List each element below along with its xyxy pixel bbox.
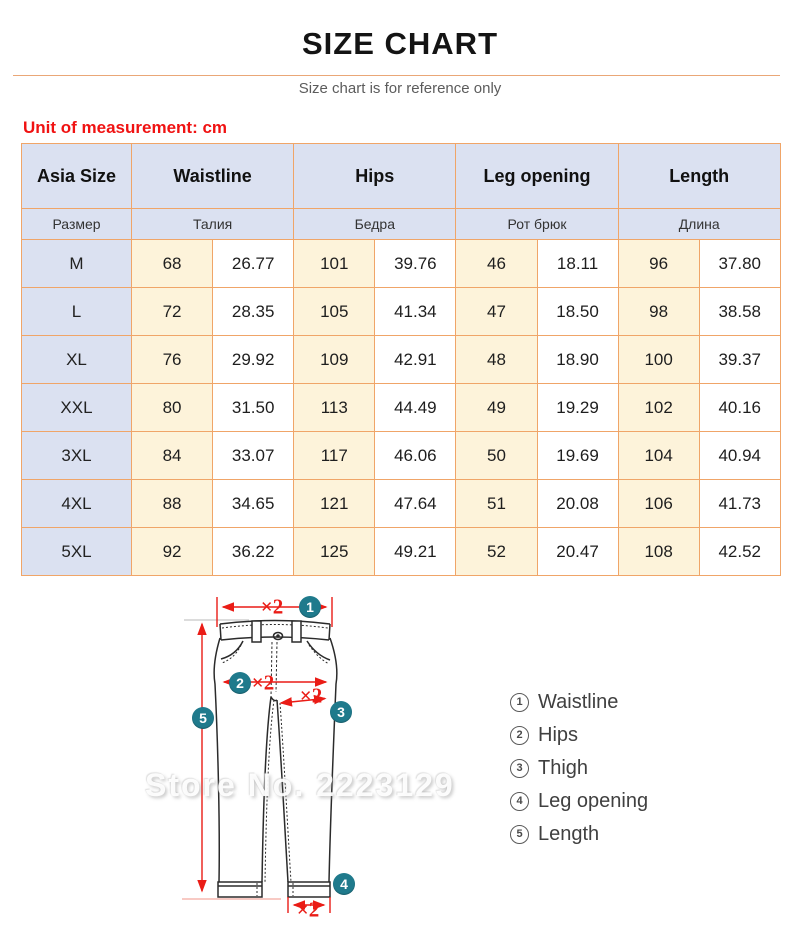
legend-item <box>510 686 648 719</box>
cm-value-cell: 72 <box>132 288 213 336</box>
inch-value-cell: 29.92 <box>213 336 294 384</box>
inch-value-cell: 46.06 <box>375 432 456 480</box>
size-cell: L <box>22 288 132 336</box>
cm-value-cell: 88 <box>132 480 213 528</box>
cm-value-cell: 102 <box>618 384 699 432</box>
marker-length-badge: 5 <box>192 707 214 729</box>
cm-value-cell: 109 <box>294 336 375 384</box>
marker-leg-opening-badge: 4 <box>333 873 355 895</box>
measurement-arrows <box>202 594 332 913</box>
cm-value-cell: 104 <box>618 432 699 480</box>
cm-value-cell: 80 <box>132 384 213 432</box>
cm-value-cell: 98 <box>618 288 699 336</box>
store-watermark: Store No. 2223129 <box>145 767 455 803</box>
title-divider <box>13 75 780 76</box>
inch-value-cell: 26.77 <box>213 240 294 288</box>
cm-value-cell: 48 <box>456 336 537 384</box>
cm-value-cell: 105 <box>294 288 375 336</box>
inch-value-cell: 19.29 <box>537 384 618 432</box>
table-row <box>22 384 781 432</box>
measurement-legend <box>510 686 648 851</box>
table-row <box>22 432 781 480</box>
table-row <box>22 528 781 576</box>
marker-thigh-badge: 3 <box>330 701 352 723</box>
inch-value-cell: 20.47 <box>537 528 618 576</box>
table-row <box>22 336 781 384</box>
hips-multiplier-label: ×2 <box>251 670 275 695</box>
cm-value-cell: 51 <box>456 480 537 528</box>
inch-value-cell: 39.76 <box>375 240 456 288</box>
table-subheader-row <box>22 209 781 240</box>
size-cell: 3XL <box>22 432 132 480</box>
inch-value-cell: 38.58 <box>699 288 780 336</box>
marker-hips-badge: 2 <box>229 672 251 694</box>
inch-value-cell: 18.90 <box>537 336 618 384</box>
cm-value-cell: 46 <box>456 240 537 288</box>
column-header: Hips <box>294 144 456 209</box>
unit-of-measurement-note: Unit of measurement: cm <box>23 118 228 137</box>
legend-circled-number: 1 <box>510 693 529 712</box>
cm-value-cell: 108 <box>618 528 699 576</box>
inch-value-cell: 41.34 <box>375 288 456 336</box>
cm-value-cell: 100 <box>618 336 699 384</box>
legend-item <box>510 752 648 785</box>
inch-value-cell: 20.08 <box>537 480 618 528</box>
table-header-row <box>22 144 781 209</box>
thigh-multiplier-label: ×2 <box>299 683 323 708</box>
legend-circled-number: 3 <box>510 759 529 778</box>
inch-value-cell: 40.94 <box>699 432 780 480</box>
column-header: Leg opening <box>456 144 618 209</box>
legend-label: Leg opening <box>538 790 649 812</box>
legend-circled-number: 2 <box>510 726 529 745</box>
legend-item <box>510 818 648 851</box>
inch-value-cell: 41.73 <box>699 480 780 528</box>
cm-value-cell: 96 <box>618 240 699 288</box>
column-subheader: Размер <box>22 209 132 240</box>
column-subheader: Бедра <box>294 209 456 240</box>
size-table <box>21 143 781 576</box>
inch-value-cell: 28.35 <box>213 288 294 336</box>
cm-value-cell: 113 <box>294 384 375 432</box>
page-title: SIZE CHART <box>302 26 498 61</box>
cm-value-cell: 47 <box>456 288 537 336</box>
marker-waistline-badge: 1 <box>299 596 321 618</box>
table-row <box>22 240 781 288</box>
cm-value-cell: 121 <box>294 480 375 528</box>
size-cell: M <box>22 240 132 288</box>
table-row <box>22 480 781 528</box>
size-cell: 5XL <box>22 528 132 576</box>
table-row <box>22 288 781 336</box>
cm-value-cell: 52 <box>456 528 537 576</box>
inch-value-cell: 36.22 <box>213 528 294 576</box>
cm-value-cell: 106 <box>618 480 699 528</box>
legend-item <box>510 719 648 752</box>
column-header: Waistline <box>132 144 294 209</box>
legend-label: Length <box>538 823 600 845</box>
inch-value-cell: 47.64 <box>375 480 456 528</box>
inch-value-cell: 40.16 <box>699 384 780 432</box>
inch-value-cell: 49.21 <box>375 528 456 576</box>
column-subheader: Длина <box>618 209 780 240</box>
pants-measurement-diagram <box>0 580 800 944</box>
cm-value-cell: 101 <box>294 240 375 288</box>
inch-value-cell: 33.07 <box>213 432 294 480</box>
leg-opening-multiplier-label: ×2 <box>296 897 320 922</box>
inch-value-cell: 31.50 <box>213 384 294 432</box>
inch-value-cell: 34.65 <box>213 480 294 528</box>
cm-value-cell: 76 <box>132 336 213 384</box>
waist-multiplier-label: ×2 <box>260 594 284 619</box>
size-cell: XL <box>22 336 132 384</box>
inch-value-cell: 44.49 <box>375 384 456 432</box>
cm-value-cell: 68 <box>132 240 213 288</box>
column-subheader: Рот брюк <box>456 209 618 240</box>
pants-outline <box>214 621 337 898</box>
cm-value-cell: 49 <box>456 384 537 432</box>
inch-value-cell: 18.11 <box>537 240 618 288</box>
legend-item <box>510 785 648 818</box>
inch-value-cell: 42.91 <box>375 336 456 384</box>
inch-value-cell: 18.50 <box>537 288 618 336</box>
legend-label: Waistline <box>538 691 619 713</box>
cm-value-cell: 125 <box>294 528 375 576</box>
inch-value-cell: 37.80 <box>699 240 780 288</box>
size-cell: XXL <box>22 384 132 432</box>
cm-value-cell: 50 <box>456 432 537 480</box>
subtitle-text: Size chart is for reference only <box>298 80 502 97</box>
legend-label: Hips <box>538 724 579 746</box>
legend-label: Thigh <box>538 757 589 779</box>
legend-circled-number: 5 <box>510 825 529 844</box>
inch-value-cell: 19.69 <box>537 432 618 480</box>
inch-value-cell: 42.52 <box>699 528 780 576</box>
cm-value-cell: 92 <box>132 528 213 576</box>
column-header: Asia Size <box>22 144 132 209</box>
column-subheader: Талия <box>132 209 294 240</box>
column-header: Length <box>618 144 780 209</box>
cm-value-cell: 117 <box>294 432 375 480</box>
size-cell: 4XL <box>22 480 132 528</box>
cm-value-cell: 84 <box>132 432 213 480</box>
inch-value-cell: 39.37 <box>699 336 780 384</box>
legend-circled-number: 4 <box>510 792 529 811</box>
